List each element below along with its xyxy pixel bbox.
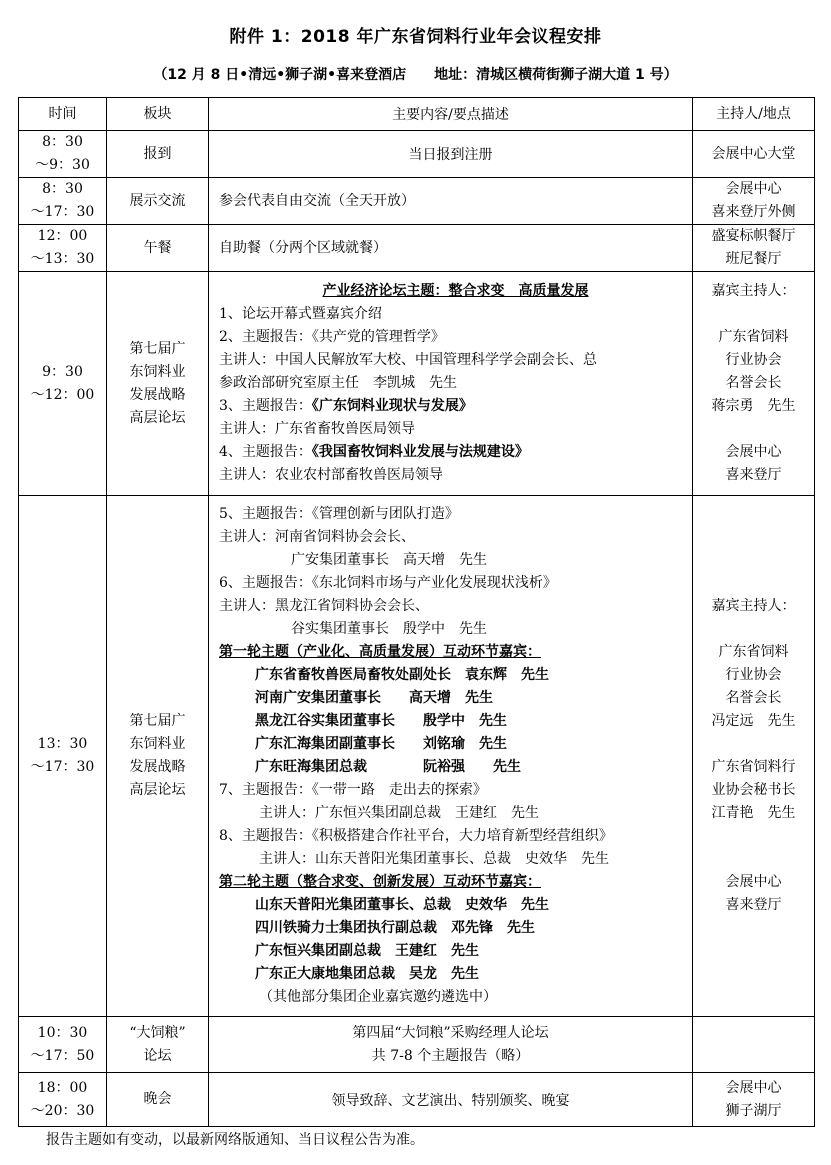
- content-cell: 当日报到注册: [209, 131, 693, 178]
- round2-heading: 第二轮主题（整合求变、创新发展）互动环节嘉宾：: [219, 874, 541, 890]
- time-cell: 9：30 ～12：00: [19, 272, 107, 496]
- block-cell: 午餐: [107, 225, 209, 272]
- time-cell: 8：30 ～9：30: [19, 131, 107, 178]
- block-cell: 晚会: [107, 1073, 209, 1127]
- forum-theme: 产业经济论坛主题：整合求变 高质量发展: [322, 283, 589, 299]
- content-cell: 参会代表自由交流（全天开放）: [209, 178, 693, 225]
- content-cell: 领导致辞、文艺演出、特别颁奖、晚宴: [209, 1073, 693, 1127]
- header-content: 主要内容/要点描述: [209, 98, 693, 131]
- table-row: [19, 1017, 815, 1073]
- table-row: [19, 178, 815, 225]
- table-row: [19, 1073, 815, 1127]
- content-cell: 自助餐（分两个区域就餐）: [209, 225, 693, 272]
- footnote: 报告主题如有变动，以最新网络版通知、当日议程公告为准。: [46, 1132, 424, 1148]
- time-cell: 12：00 ～13：30: [19, 225, 107, 272]
- document-subtitle: （12 月 8 日•清远•狮子湖•喜来登酒店 地址：清城区横荷街狮子湖大道 1 号）: [153, 67, 678, 83]
- document-title: 附件 1：2018 年广东省饲料行业年会议程安排: [229, 27, 602, 47]
- table-row: [19, 272, 815, 496]
- time-cell: 8：30 ～17：30: [19, 178, 107, 225]
- header-host: 主持人/地点: [693, 98, 815, 131]
- block-cell: 报到: [107, 131, 209, 178]
- round1-heading: 第一轮主题（产业化、高质量发展）互动环节嘉宾：: [219, 644, 541, 660]
- block-cell: 展示交流: [107, 178, 209, 225]
- time-cell: 18：00 ～20：30: [19, 1073, 107, 1127]
- host-cell: 会展中心 狮子湖厅: [693, 1073, 815, 1127]
- host-cell: 嘉宾主持人： 广东省饲料 行业协会 名誉会长 冯定远 先生 广东省饲料行 业协会秘书长 江青艳 先生 会展中心 喜来登厅: [693, 496, 815, 1017]
- host-cell: [693, 1017, 815, 1073]
- header-block: 板块: [107, 98, 209, 131]
- content-cell: 第四届“大饲粮”采购经理人论坛 共 7-8 个主题报告（略）: [209, 1017, 693, 1073]
- host-cell: 盛宴标帜餐厅 班尼餐厅: [693, 225, 815, 272]
- block-cell: 第七届广 东饲料业 发展战略 高层论坛: [107, 272, 209, 496]
- host-cell: 会展中心大堂: [693, 131, 815, 178]
- content-cell: 产业经济论坛主题：整合求变 高质量发展 1、论坛开幕式暨嘉宾介绍 2、主题报告：《共产党的管理哲学》 主讲人：中国人民解放军大校、中国管理科学学会副会长、总 参政治部研究室原主任 李凯城 先生 3、主题报告：《广东饲料业现状与发展》 主讲人：广东省畜牧兽医局领导 4、主题报告：《我国畜牧饲料业发展与法规建设》 主讲人：农业农村部畜牧兽医局领导: [209, 272, 693, 496]
- header-time: 时间: [19, 98, 107, 131]
- block-cell: “大饲粮” 论坛: [107, 1017, 209, 1073]
- content-cell: 5、主题报告：《管理创新与团队打造》 主讲人：河南省饲料协会会长、 广安集团董事长 高天增 先生 6、主题报告：《东北饲料市场与产业化发展现状浅析》 主讲人：黑龙江省饲料协会会长、 谷实集团董事长 殷学中 先生 第一轮主题（产业化、高质量发展）互动环节嘉宾： 广东省畜牧兽医局畜牧处副处长 袁东辉 先生 河南广安集团董事长 高天增 先生 黑龙江谷实集团董事长 殷学中 先生 广东汇海集团副董事长 刘铭瑜 先生 广东旺海集团总裁 阮裕强 先生 7、主题报告：《一带一路 走出去的探索》 主讲人：广东恒兴集团副总裁 王建红 先生 8、主题报告：《积极搭建合作社平台，大力培育新型经营组织》 主讲人：山东天普阳光集团董事长、总裁 史效华 先生 第二轮主题（整合求变、创新发展）互动环节嘉宾： 山东天普阳光集团董事长、总裁 史效华 先生 四川铁骑力士集团执行副总裁 邓先锋 先生 广东恒兴集团副总裁 王建红 先生 广东正大康地集团总裁 吴龙 先生 （其他部分集团企业嘉宾邀约遴选中）: [209, 496, 693, 1017]
- table-row: [19, 131, 815, 178]
- host-cell: 会展中心 喜来登厅外侧: [693, 178, 815, 225]
- host-cell: 嘉宾主持人： 广东省饲料 行业协会 名誉会长 蒋宗勇 先生 会展中心 喜来登厅: [693, 272, 815, 496]
- time-cell: 10：30 ～17：50: [19, 1017, 107, 1073]
- schedule-table: [18, 97, 815, 1127]
- block-cell: 第七届广 东饲料业 发展战略 高层论坛: [107, 496, 209, 1017]
- table-header-row: [19, 98, 815, 131]
- time-cell: 13：30 ～17：30: [19, 496, 107, 1017]
- table-row: [19, 225, 815, 272]
- table-row: [19, 496, 815, 1017]
